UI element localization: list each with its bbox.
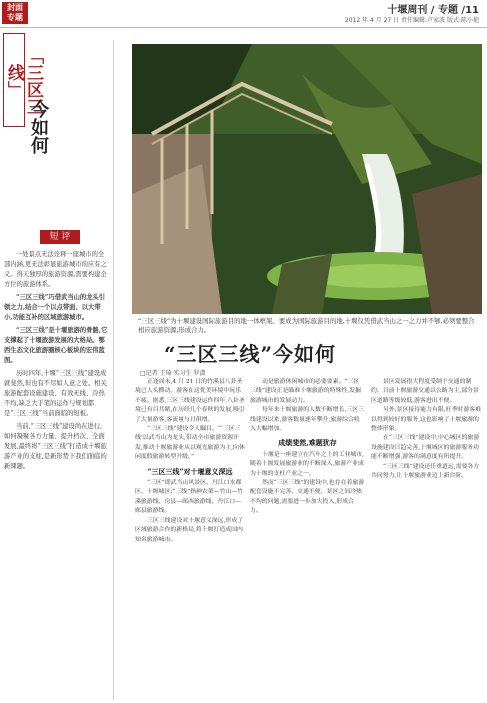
article-column-3 — [371, 378, 483, 481]
article-paragraph: “三区三线”建设还任重道远,需要各方共同努力,让十堰旅游业迈上新台阶。 — [371, 463, 480, 480]
article-paragraph: 然而“三区三线”的建设中,也存在着旅游配套设施不完善、交通不便、景区之间冷热不均的问题,需要进一步加大投入,形成合力。 — [250, 480, 365, 515]
section-badge: 封面 专题 — [2, 2, 28, 24]
commentary-column — [4, 230, 108, 475]
article-paragraph: 十堰是一座建立在汽车之上的工业城市,随着十堰发展旅游业的不断深入,旅游产业成为十堰的支柱产业之一。 — [250, 451, 365, 477]
photo-caption: “三区三线”为十堰建设国际旅游目的地一体框架。要成为国际旅游目的地,十堰仅凭借武当山之一之力并不够,必须要整合相应旅游资源,形成合力。 — [138, 317, 475, 334]
vertical-title-tail-text: 今如何 — [28, 100, 49, 154]
article-title: “三区三线”今如何 — [164, 342, 337, 366]
article-paragraph: 正逢周末,4 月 21 日的竹溪县八卦圣境已人头攒动。游客在这优美环境中玩乐不疲。据悉,三区三线建设运作四年,八卦圣境已有目共睹,在历经几个春秋的发展,吸引了大量游客,客流量与日俱增。 — [135, 379, 245, 423]
waterfall-photo — [132, 44, 482, 314]
commentary-paragraph: “三区三线”巧借武当山的龙头引领之力,结合一个以点带面、以大带小,功能互补的区域旅游城市。 — [4, 294, 106, 321]
column-divider — [113, 40, 114, 700]
article-paragraph: 每年来十堰旅游的人数不断增长,三区三线建设以来,游客数量逐年攀升,旅游综合收入大幅增加。 — [250, 407, 365, 433]
article-column-1 — [135, 378, 245, 545]
article-column-2 — [250, 378, 365, 517]
byline: □记者 王琦 实习生 罗潇 — [140, 370, 206, 377]
vertical-title-text: 「三区三线」 — [4, 47, 43, 115]
commentary-paragraph: 历时四年,十堰“三区三线”建设成就斐然,但也有不尽如人意之处。相关旅游配套设施建设、有效无线、冷热不均,缺乏大手笔的运作与规划都是“三区三线”当前面临的短板。 — [4, 370, 107, 417]
article-paragraph: “三区三线”建设令人瞩目。“‘三区三线’以武当山为龙头,带动全市旅游资源开发,推动十堰旅游业从以观光旅游为主,向休闲度假旅游转型升级。” — [135, 426, 245, 461]
article-paragraph: “三区”即武当山风景区、丹江口水都区、十堰城区;“三线”指神农架—竹山—竹溪旅游线、房县—郧西旅游线、丹江口—郧县旅游线。 — [135, 480, 244, 515]
commentary-paragraph: 一处景点无法诠释一座城市的全部内涵,更无法彰显旅游城市的应有之义。得天独厚的旅游资源,需要构建全方位的旅游体系。 — [4, 251, 107, 288]
vertical-title-tail — [28, 100, 48, 159]
article-paragraph: 三区三线建设对十堰意义深远,形成了区域旅游合作的新格局,将十堰打造成国内知名旅游城市。 — [135, 517, 244, 543]
publication-name: 十堰周刊 / 专题 /11 — [387, 5, 479, 16]
commentary-paragraph: 当前,“三区三线”建设尚在进行,如何凝聚各方力量、提升档次、全面发展,最终将“三区三线”打造成十堰旅游产业的支柱,是新形势下我们面临的新课题。 — [4, 423, 107, 470]
section-heading: 成绩斐然,难题犹存 — [278, 438, 337, 448]
article-paragraph: 在“三区三线”建设中,中心城区的旅游设施建设日趋完善,十堰城区的旅游服务功能不断增强,游客的满意度有所提升。 — [371, 435, 480, 461]
issue-meta: 2012 年 4 月 27 日 责任编辑:卢家波 版式:陈小艳 — [344, 17, 479, 24]
commentary-paragraph: “三区三线”是十堰旅游的骨骼,它支撑起了十堰旅游发展的大格局。鄂西生态文化旅游圈核心板块的宏伟蓝图。 — [4, 327, 108, 364]
section-heading: “三区三线”对十堰意义深远 — [147, 466, 233, 476]
commentary-tag: 短 评 — [40, 230, 80, 244]
vertical-title — [3, 33, 43, 127]
article-paragraph: 另外,景区接待能力有限,旺季时游客难以得到较好的服务,这也影响了十堰旅游的整体形象。 — [371, 407, 481, 433]
article-paragraph: 景区发展很大程度受制于交通的制约。目前十堰旅游交通以公路为主,部分景区道路等级较低,游客进出不便。 — [371, 379, 479, 404]
article-paragraph: 动是旅游休闲城市的必要要素。“三区三线”建设正是瞄准十堰旅游的特殊性,发掘旅游城市的发展动力。 — [250, 379, 361, 404]
